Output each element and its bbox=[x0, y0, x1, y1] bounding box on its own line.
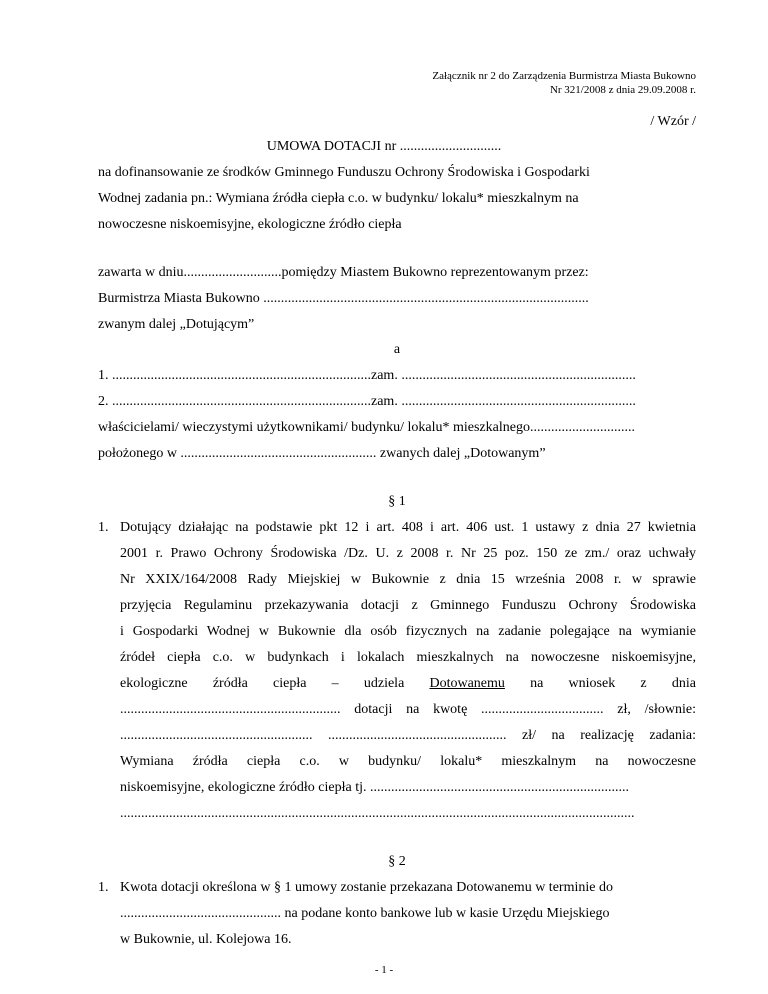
word: ciepła bbox=[273, 676, 307, 691]
section-1-line-8: ............................................................... dotacji na kwotę ................................... zł, /słownie: bbox=[120, 702, 696, 717]
attachment-header-line-2: Nr 321/2008 z dnia 29.09.2008 r. bbox=[549, 84, 696, 96]
section-2-line-3: w Bukownie, ul. Kolejowa 16. bbox=[120, 932, 292, 947]
attachment-header-line-1: Załącznik nr 2 do Zarządzenia Burmistrza Miasta Bukowno bbox=[432, 70, 696, 82]
mayor-line: Burmistrza Miasta Bukowno ............................................................................................. bbox=[98, 291, 589, 306]
section-2-line-1: Kwota dotacji określona w § 1 umowy zostanie przekazana Dotowanemu w terminie do bbox=[120, 880, 613, 895]
template-label: / Wzór / bbox=[650, 114, 696, 129]
section-1-line-6: źródeł ciepła c.o. w budynkach i lokalach mieszkalnych na nowoczesne niskoemisyjne, bbox=[120, 650, 696, 665]
word: z bbox=[640, 676, 647, 691]
grantor-line: zwanym dalej „Dotującym” bbox=[98, 317, 255, 332]
party-separator: a bbox=[393, 342, 401, 357]
document-title: UMOWA DOTACJI nr ............................. bbox=[266, 139, 502, 154]
word: udziela bbox=[363, 676, 405, 691]
section-1-line-12: ................................................................................................................................................... bbox=[120, 806, 635, 821]
located-line: położonego w ........................................................ zwanych dalej „Dotowanym” bbox=[98, 446, 546, 461]
section-1-line-1: Dotujący działając na podstawie pkt 12 i art. 408 i art. 406 ust. 1 ustawy z dnia 27 kwietnia bbox=[120, 520, 696, 535]
section-1-line-11: niskoemisyjne, ekologiczne źródło ciepła tj. .......................................................................... bbox=[120, 780, 629, 795]
intro-line-3: nowoczesne niskoemisyjne, ekologiczne źródło ciepła bbox=[98, 217, 402, 232]
party-1-line: 1. ..........................................................................zam. ................................................................... bbox=[98, 368, 636, 383]
word: – bbox=[331, 676, 339, 691]
section-2-line-2: .............................................. na podane konto bankowe lub w kasie Urzędu Miejskiego bbox=[120, 906, 610, 921]
section-1-line-5: i Gospodarki Wodnej w Bukownie dla osób fizycznych na zadanie polegające na wymianie bbox=[120, 624, 696, 639]
section-1-line-7 bbox=[120, 676, 696, 692]
section-1-line-2: 2001 r. Prawo Ochrony Środowiska /Dz. U. z 2008 r. Nr 25 poz. 150 ze zm./ oraz uchwały bbox=[120, 546, 696, 561]
owners-line: właścicielami/ wieczystymi użytkownikami/ budynku/ lokalu* mieszkalnego.............................. bbox=[98, 420, 635, 435]
word: wniosek bbox=[568, 676, 616, 691]
word: na bbox=[530, 676, 544, 691]
word: ekologiczne bbox=[120, 676, 188, 691]
word: dnia bbox=[671, 676, 696, 691]
section-2-item-number: 1. bbox=[98, 880, 109, 895]
section-1-heading: § 1 bbox=[388, 494, 406, 509]
section-1-item-number: 1. bbox=[98, 520, 109, 535]
section-1-line-3: Nr XXIX/164/2008 Rady Miejskiej w Bukownie z dnia 15 września 2008 r. w sprawie bbox=[120, 572, 696, 587]
intro-line-1: na dofinansowanie ze środków Gminnego Funduszu Ochrony Środowiska i Gospodarki bbox=[98, 165, 590, 180]
contract-date-line: zawarta w dniu............................pomiędzy Miastem Bukowno reprezentowanym przez: bbox=[98, 265, 589, 280]
section-1-line-9: ....................................................... ................................................... zł/ na realizację zadania: bbox=[120, 728, 696, 743]
party-2-line: 2. ..........................................................................zam. ................................................................... bbox=[98, 394, 636, 409]
section-2-heading: § 2 bbox=[388, 854, 406, 869]
word: źródła bbox=[212, 676, 248, 691]
page-number: - 1 - bbox=[374, 964, 394, 976]
section-1-line-4: przyjęcia Regulaminu przekazywania dotacji z Gminnego Funduszu Ochrony Środowiska bbox=[120, 598, 696, 613]
section-1-line-10: Wymiana źródła ciepła c.o. w budynku/ lokalu* mieszkalnym na nowoczesne bbox=[120, 754, 696, 769]
intro-line-2: Wodnej zadania pn.: Wymiana źródła ciepła c.o. w budynku/ lokalu* mieszkalnym na bbox=[98, 191, 579, 206]
underlined-word: Dotowanemu bbox=[429, 676, 505, 691]
